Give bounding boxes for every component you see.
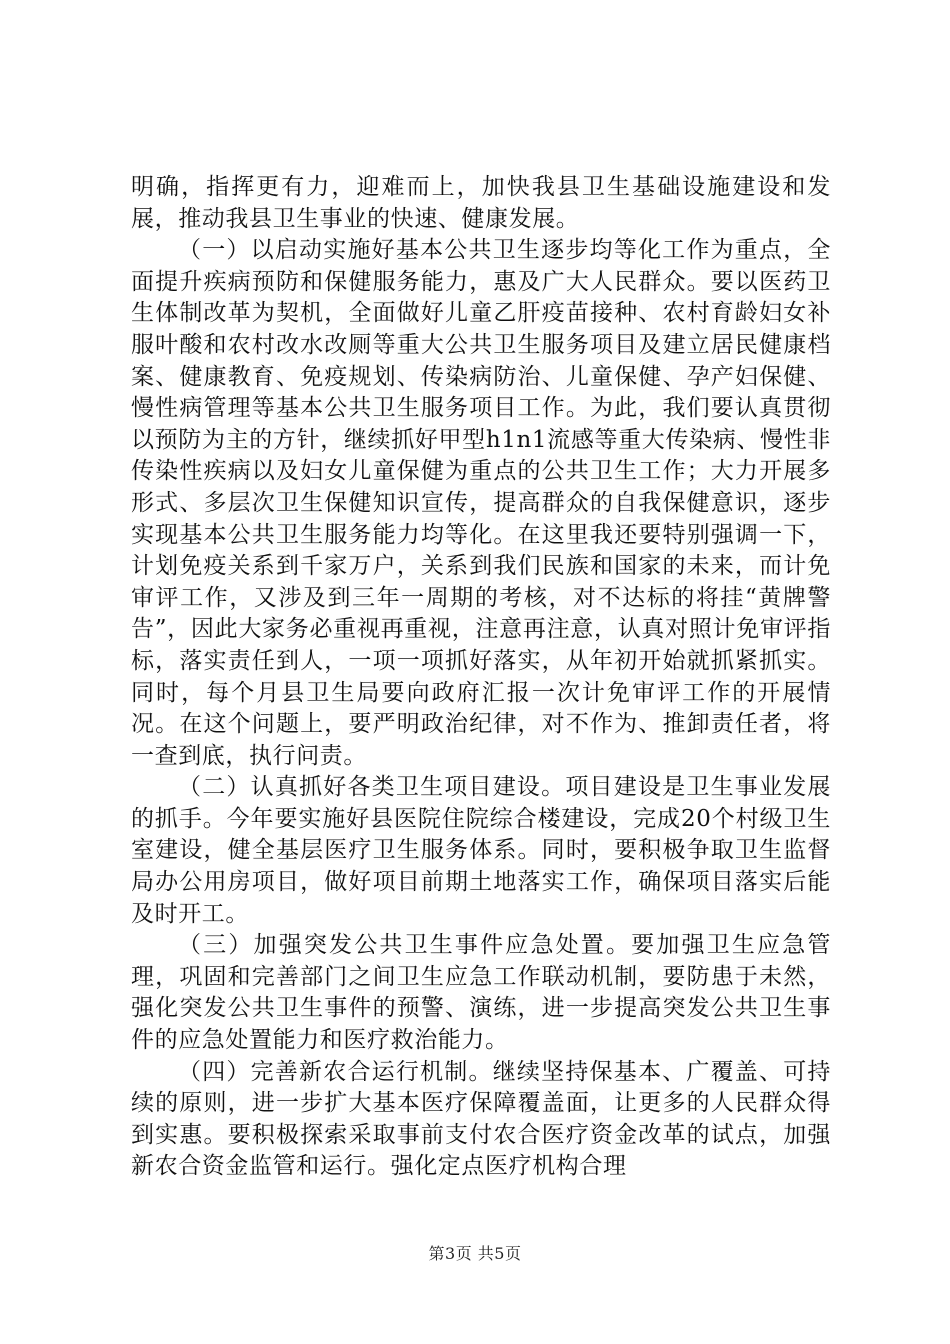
paragraph-intro: 明确，指挥更有力，迎难而上，加快我县卫生基础设施建设和发展，推动我县卫生事业的快速、健康发展。 [131,174,831,232]
paragraph-section-1: （一）以启动实施好基本公共卫生逐步均等化工作为重点，全面提升疾病预防和保健服务能力，惠及广大人民群众。要以医药卫生体制改革为契机，全面做好儿童乙肝疫苗接种、农村育龄妇女补服叶酸和农村改水改厕等重大公共卫生服务项目及建立居民健康档案、健康教育、免疫规划、传染病防治、儿童保健、孕产妇保健、慢性病管理等基本公共卫生服务项目工作。为此，我们要认真贯彻以预防为主的方针，继续抓好甲型h1n1流感等重大传染病、慢性非传染性疾病以及妇女儿童保健为重点的公共卫生工作；大力开展多形式、多层次卫生保健知识宣传，提高群众的自我保健意识，逐步实现基本公共卫生服务能力均等化。在这里我还要特别强调一下，计划免疫关系到千家万户，关系到我们民族和国家的未来，而计免审评工作，又涉及到三年一周期的考核，对不达标的将挂“黄牌警告”，因此大家务必重视再重视，注意再注意，认真对照计免审评指标，落实责任到人，一项一项抓好落实，从年初开始就抓紧抓实。同时，每个月县卫生局要向政府汇报一次计免审评工作的开展情况。在这个问题上，要严明政治纪律，对不作为、推卸责任者，将一查到底，执行问责。 [131,237,831,769]
paragraph-section-3: （三）加强突发公共卫生事件应急处置。要加强卫生应急管理，巩固和完善部门之间卫生应急工作联动机制，要防患于未然，强化突发公共卫生事件的预警、演练，进一步提高突发公共卫生事件的应急处置能力和医疗救治能力。 [131,932,831,1054]
paragraph-section-4: （四）完善新农合运行机制。继续坚持保基本、广覆盖、可持续的原则，进一步扩大基本医疗保障覆盖面，让更多的人民群众得到实惠。要积极探索采取事前支付农合医疗资金改革的试点，加强新农合资金监管和运行。强化定点医疗机构合理 [131,1058,831,1180]
document-body [131,172,831,1183]
paragraph-section-2: （二）认真抓好各类卫生项目建设。项目建设是卫生事业发展的抓手。今年要实施好县医院住院综合楼建设，完成20个村级卫生室建设，健全基层医疗卫生服务体系。同时，要积极争取卫生监督局办公用房项目，做好项目前期土地落实工作，确保项目落实后能及时开工。 [131,774,831,927]
page-number-footer: 第3页 共5页 [428,1244,522,1263]
